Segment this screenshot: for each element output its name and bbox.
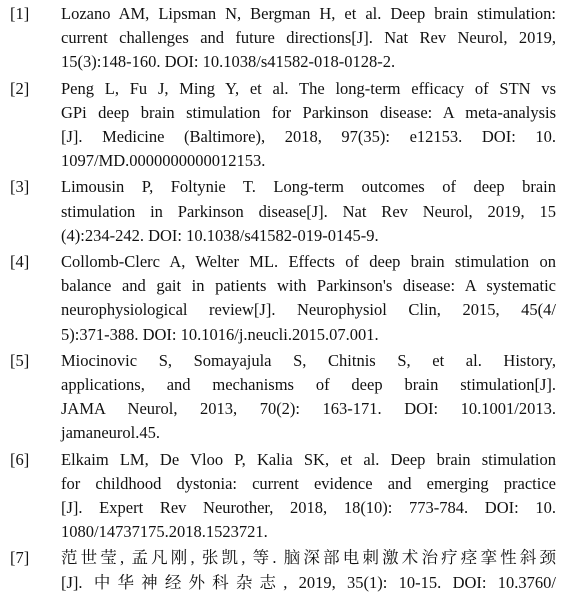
reference-item-7 (0, 546, 568, 594)
reference-text-line: balance and gait in patients with Parkinson's disease: A systematic (61, 276, 556, 296)
reference-text-line: Limousin P, Foltynie T. Long-term outcomes of deep brain (61, 177, 556, 197)
reference-number: [7] (10, 548, 30, 568)
reference-text-line: neurophysiological review[J]. Neurophysiol Clin, 2015, 45(4/ (61, 300, 556, 320)
reference-number: [2] (10, 78, 30, 98)
reference-number: [4] (10, 252, 30, 272)
reference-text-line: [J]. Medicine (Baltimore), 2018, 97(35): e12153. DOI: 10. (61, 127, 556, 147)
reference-item-6 (0, 448, 568, 545)
reference-text-line: Peng L, Fu J, Ming Y, et al. The long-term efficacy of STN vs (61, 78, 556, 98)
reference-text-line: Miocinovic S, Somayajula S, Chitnis S, et al. History, (61, 350, 556, 370)
reference-text-line: stimulation in Parkinson disease[J]. Nat Rev Neurol, 2019, 15 (61, 201, 556, 221)
reference-text-line: GPi deep brain stimulation for Parkinson disease: A meta-analysis (61, 102, 556, 122)
reference-text-line: Lozano AM, Lipsman N, Bergman H, et al. Deep brain stimulation: (61, 4, 556, 23)
reference-number: [5] (10, 350, 30, 370)
reference-item-3 (0, 175, 568, 248)
reference-item-4 (0, 250, 568, 347)
reference-text-line: for childhood dystonia: current evidence and emerging practice (61, 473, 556, 493)
reference-text-line: 15(3):148-160. DOI: 10.1038/s41582-018-0128-2. (61, 52, 396, 72)
reference-text-line: Elkaim LM, De Vloo P, Kalia SK, et al. Deep brain stimulation (61, 449, 556, 469)
reference-text-line: 5):371-388. DOI: 10.1016/j.neucli.2015.07.001. (61, 324, 379, 344)
reference-item-2 (0, 77, 568, 174)
reference-text-line: [J]. 中华神经外科杂志, 2019, 35(1): 10-15. DOI: 10.3760/ (61, 572, 556, 592)
reference-text-line: JAMA Neurol, 2013, 70(2): 163-171. DOI: 10.1001/2013. (61, 399, 556, 419)
reference-item-1 (0, 2, 568, 75)
reference-number: [3] (10, 177, 30, 197)
reference-text-line: 范世莹, 孟凡刚, 张凯, 等. 脑深部电刺激术治疗痉挛性斜颈 (61, 548, 556, 568)
reference-number: [6] (10, 449, 30, 469)
reference-text-line: 1080/14737175.2018.1523721. (61, 522, 268, 542)
reference-text-line: 1097/MD.0000000000012153. (61, 151, 266, 171)
reference-number: [1] (10, 4, 30, 23)
reference-text-line: current challenges and future directions[J]. Nat Rev Neurol, 2019, (61, 28, 556, 48)
reference-text-line: jamaneurol.45. (61, 423, 160, 443)
reference-text-line: [J]. Expert Rev Neurother, 2018, 18(10): 773-784. DOI: 10. (61, 498, 556, 518)
reference-text-line: Collomb-Clerc A, Welter ML. Effects of deep brain stimulation on (61, 252, 556, 272)
reference-text-line: (4):234-242. DOI: 10.1038/s41582-019-0145-9. (61, 225, 379, 245)
reference-text-line: applications, and mechanisms of deep brain stimulation[J]. (61, 375, 556, 395)
reference-item-5 (0, 349, 568, 446)
